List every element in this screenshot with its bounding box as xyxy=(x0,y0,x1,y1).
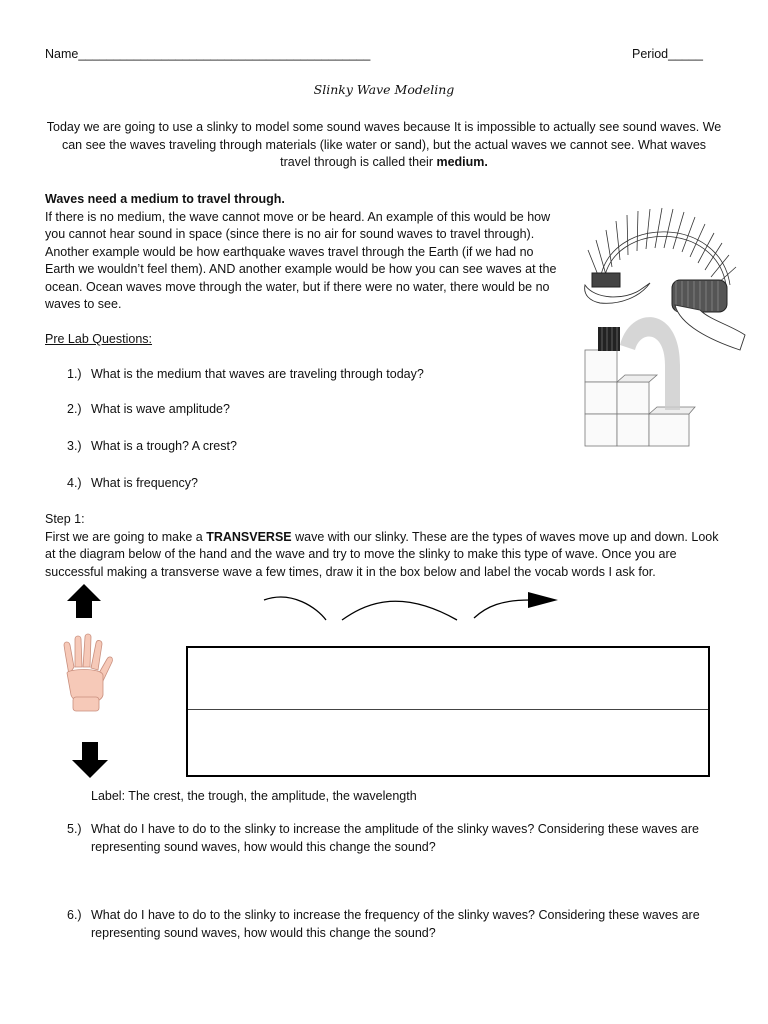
intro-line-3: travel through is called their medium. xyxy=(280,155,488,169)
step1-section xyxy=(45,511,735,581)
question-6: 6.) What do I have to do to the slinky to increase the frequency of the slinky waves? Considering these waves are representing sound waves, how would this change the sound? xyxy=(67,908,700,940)
medium-line: Another example would be how earthquake waves travel through the Earth (if we had no xyxy=(45,244,534,259)
label-instructions: Label: The crest, the trough, the amplitude, the wavelength xyxy=(91,789,417,803)
page-title: Slinky Wave Modeling xyxy=(313,82,455,97)
medium-line: waves to see. xyxy=(45,297,122,311)
drawing-box-midline xyxy=(188,709,708,710)
step1-heading: Step 1: xyxy=(45,512,85,526)
wave-arrow-icon xyxy=(262,588,562,624)
intro-medium-term: medium. xyxy=(436,155,488,169)
prelab-question-1: 1.) What is the medium that waves are traveling through today? xyxy=(67,367,424,381)
period-field[interactable]: Period_____ xyxy=(632,47,703,61)
intro-paragraph xyxy=(30,119,738,172)
prelab-question-3: 3.) What is a trough? A crest? xyxy=(67,439,237,453)
medium-line: Earth we wouldn’t feel them). AND another example would be how you can see waves at the xyxy=(45,262,557,276)
medium-line: you cannot hear sound in space (since there is no air for sound waves to travel through). xyxy=(45,227,535,241)
medium-line: ocean. Ocean waves move through the water, but if there were no water, there would be no xyxy=(45,279,550,294)
step1-line-2: at the diagram below of the hand and the wave and try to move the slinky to make this type of wave. Once you are xyxy=(45,547,677,561)
name-field[interactable]: Name__________________________________________ xyxy=(45,47,371,61)
intro-line-1: Today we are going to use a slinky to model some sound waves because It is impossible to actually see sound waves. We xyxy=(46,120,722,134)
medium-heading: Waves need a medium to travel through. xyxy=(45,192,285,206)
prelab-heading: Pre Lab Questions: xyxy=(45,332,153,346)
down-arrow-icon xyxy=(71,741,109,779)
intro-line-2: can see the waves traveling through materials (like water or sand), but the actual waves we cannot see. What waves xyxy=(61,137,707,152)
transverse-term: TRANSVERSE xyxy=(206,529,292,544)
step1-line-3: successful making a transverse wave a few times, draw it in the box below and label the vocab words I ask for. xyxy=(45,564,656,579)
slinky-illustration xyxy=(580,205,760,460)
medium-section xyxy=(45,191,585,314)
step1-line-1: First we are going to make a TRANSVERSE wave with our slinky. These are the types of waves move up and down. Look xyxy=(45,529,719,544)
up-arrow-icon xyxy=(66,583,102,619)
hand-icon xyxy=(55,633,117,713)
question-5: 5.) What do I have to do to the slinky to increase the amplitude of the slinky waves? Considering these waves are representing sound waves, how would this change the sound? xyxy=(67,822,699,854)
medium-line: If there is no medium, the wave cannot move or be heard. An example of this would be how xyxy=(45,209,551,224)
prelab-question-4: 4.) What is frequency? xyxy=(67,476,198,490)
prelab-question-2: 2.) What is wave amplitude? xyxy=(67,402,230,416)
drawing-box[interactable] xyxy=(186,646,710,777)
